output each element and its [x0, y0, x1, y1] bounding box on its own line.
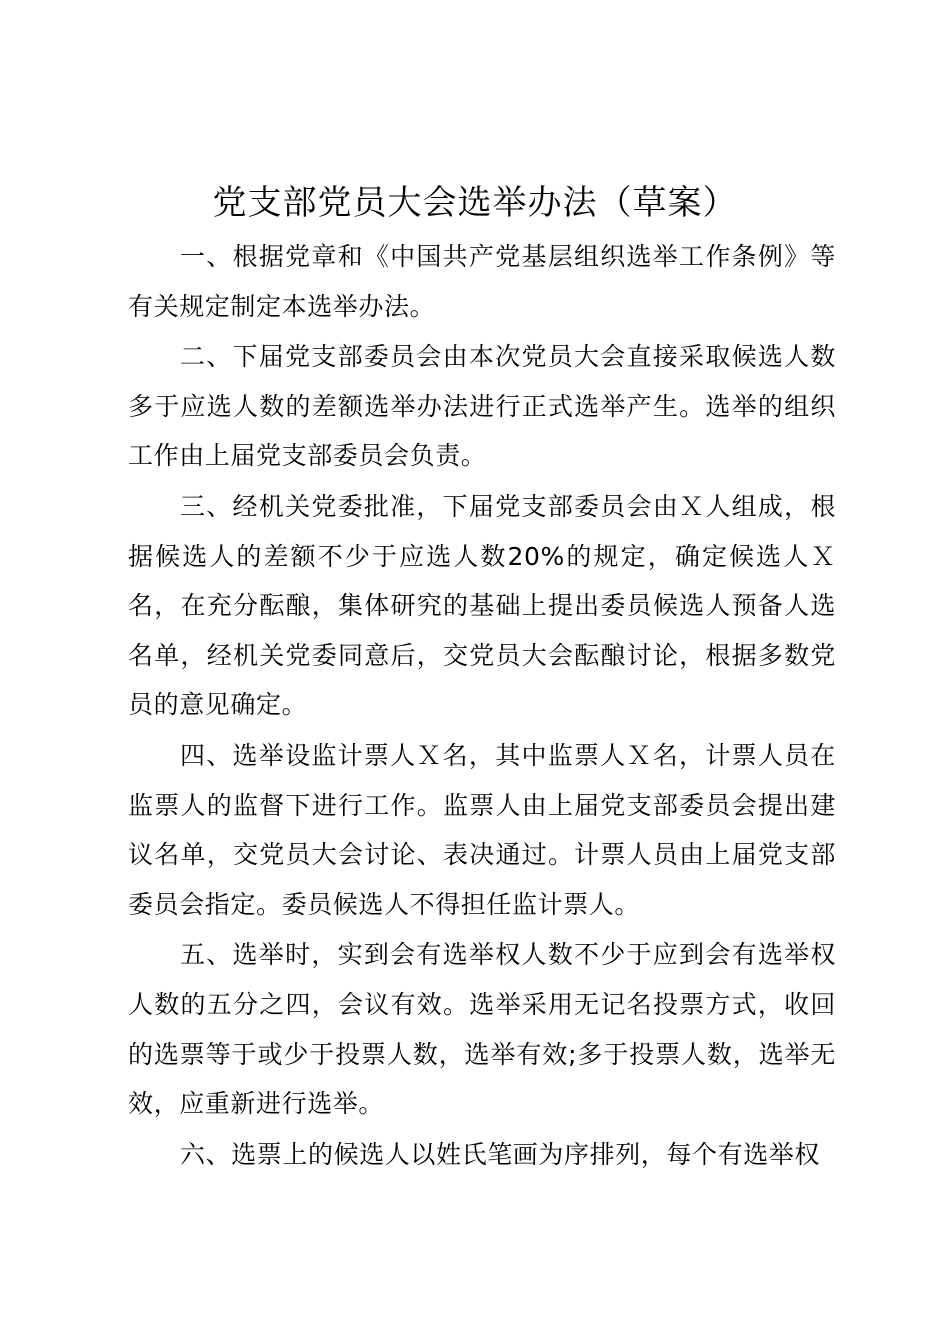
paragraph-3: 三、经机关党委批准，下届党支部委员会由Ｘ人组成，根据候选人的差额不少于应选人数20%的规定，确定候选人Ｘ名，在充分酝酿，集体研究的基础上提出委员候选人预备人选名单，经机关党委同意后，交党员大会酝酿讨论，根据多数党员的意见确定。: [128, 491, 836, 720]
paragraph-4: 四、选举设监计票人Ｘ名，其中监票人Ｘ名，计票人员在监票人的监督下进行工作。监票人由上届党支部委员会提出建议名单，交党员大会讨论、表决通过。计票人员由上届党支部委员会指定。委员候选人不得担任监计票人。: [128, 740, 836, 919]
paragraph-2: 二、下届党支部委员会由本次党员大会直接采取候选人数多于应选人数的差额选举办法进行正式选举产生。选举的组织工作由上届党支部委员会负责。: [128, 342, 836, 471]
paragraph-5: 五、选举时，实到会有选举权人数不少于应到会有选举权人数的五分之四，会议有效。选举采用无记名投票方式，收回的选票等于或少于投票人数，选举有效;多于投票人数，选举无效，应重新进行选举。: [128, 940, 836, 1119]
paragraph-6: 六、选票上的候选人以姓氏笔画为序排列，每个有选举权: [180, 1139, 821, 1169]
document-body: [128, 232, 836, 1180]
paragraph-1: 一、根据党章和《中国共产党基层组织选举工作条例》等有关规定制定本选举办法。: [128, 242, 836, 321]
document-title: 党支部党员大会选举办法（草案）: [212, 183, 738, 223]
